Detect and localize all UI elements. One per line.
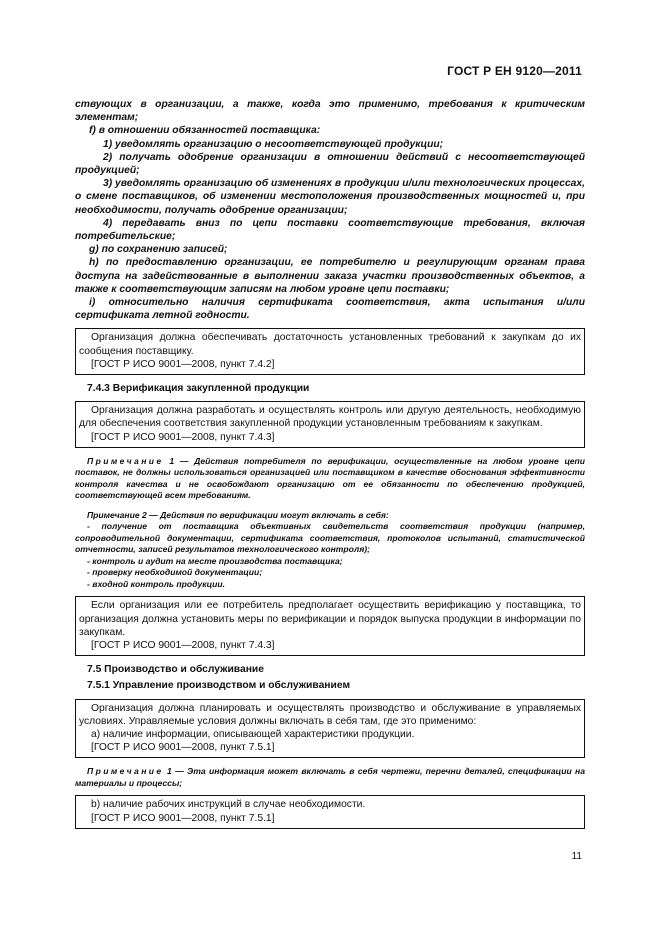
intro-line-8: i) относительно наличия сертификата соответствия, акта испытания и/или сертификата летной годности.	[75, 297, 585, 322]
box-reference: [ГОСТ Р ИСО 9001—2008, пункт 7.5.1]	[91, 812, 275, 824]
intro-line-0: ствующих в организации, а также, когда это применимо, требования к критическим элементам;	[75, 99, 585, 124]
note-3	[75, 766, 585, 789]
box-reference: [ГОСТ Р ИСО 9001—2008, пункт 7.5.1]	[91, 742, 275, 754]
note-text: 1 — Эта информация может включать в себя чертежи, перечни деталей, спецификации на материалы и процессы;	[75, 766, 586, 788]
section-heading-75: 7.5 Производство и обслуживание	[87, 664, 264, 676]
section-heading-751: 7.5.1 Управление производством и обслуживанием	[87, 680, 351, 692]
requirement-box-742	[75, 328, 585, 375]
intro-line-5: 4) передавать вниз по цепи поставки соответствующие требования, включая потребительские;	[75, 217, 585, 243]
requirement-box-743	[75, 401, 585, 448]
note-1	[75, 456, 585, 502]
box-text: Если организация или ее потребитель предполагает осуществить верификацию у поставщика, то организация должна установить меры по верификации и порядок выпуска продукции в информации по закупкам.	[79, 600, 581, 638]
box-reference: [ГОСТ Р ИСО 9001—2008, пункт 7.4.3]	[91, 431, 275, 443]
page-number: 11	[571, 851, 582, 862]
page-content	[75, 98, 585, 829]
requirement-box-751-b	[75, 795, 585, 828]
note-item: - проверку необходимой документации;	[87, 567, 263, 578]
note-item: - получение от поставщика объективных свидетельств соответствия продукции (например, сопроводительной документации, сертификата соответствия, протоколов испытаний, статистической отчетности, записей результатов технологического контроля);	[75, 521, 585, 555]
intro-line-1: f) в отношении обязанностей поставщика:	[89, 125, 321, 137]
requirement-box-743-supplier	[75, 596, 585, 656]
intro-line-2: 1) уведомлять организацию о несоответствующей продукции;	[103, 138, 444, 150]
box-item: b) наличие рабочих инструкций в случае необходимости.	[91, 799, 366, 811]
note-item: - контроль и аудит на месте производства поставщика;	[87, 555, 343, 566]
requirement-box-751	[75, 699, 585, 759]
box-text: Организация должна разработать и осуществлять контроль или другую деятельность, необходимую для обеспечения соответствия закупленной продукции установленным требованиям к закупкам.	[79, 405, 581, 430]
intro-line-4: 3) уведомлять организацию об изменениях в продукции и/или технологических процессах, о смене поставщиков, об изменении местоположения производственных мощностей и, при необходимости, получать одобрение организации;	[75, 178, 585, 216]
note-2	[75, 510, 585, 591]
box-reference: [ГОСТ Р ИСО 9001—2008, пункт 7.4.3]	[91, 639, 275, 651]
note-text: 1 — Действия потребителя по верификации, осуществленные на любом уровне цепи поставок, не должны использоваться организацией или поставщиком в качестве обоснования эффективности контроля качества и не освобождают организацию от ее обязанности по обеспечению продукцией, соответствующей всем требованиям.	[75, 455, 585, 501]
intro-line-3: 2) получать одобрение организации в отношении действий с несоответствующей продукцией;	[75, 151, 585, 177]
note-lead: Примечание 2 — Действия по верификации могут включать в себя:	[87, 509, 389, 520]
intro-line-7: h) по предоставлению организации, ее потребителю и регулирующим органам права доступа на задействованные в выполнении заказа участки производственных объектов, а также к соответствующим записям на любом уровне цепи поставки;	[75, 257, 585, 295]
note-lead: Примечание	[87, 455, 164, 466]
box-text: Организация должна обеспечивать достаточность установленных требований к закупкам до их сообщения поставщику.	[79, 332, 581, 357]
box-reference: [ГОСТ Р ИСО 9001—2008, пункт 7.4.2]	[91, 358, 275, 370]
box-item: a) наличие информации, описывающей характеристики продукции.	[91, 729, 415, 740]
box-text: Организация должна планировать и осуществлять производство и обслуживание в управляемых условиях. Управляемые условия должны включать в себя там, где это применимо:	[79, 702, 581, 727]
intro-line-6: g) по сохранению записей;	[89, 244, 228, 256]
section-heading-743: 7.4.3 Верификация закупленной продукции	[87, 383, 310, 395]
note-item: - входной контроль продукции.	[87, 578, 226, 589]
document-header: ГОСТ Р ЕН 9120—2011	[447, 64, 582, 78]
note-lead: Примечание	[87, 766, 164, 777]
